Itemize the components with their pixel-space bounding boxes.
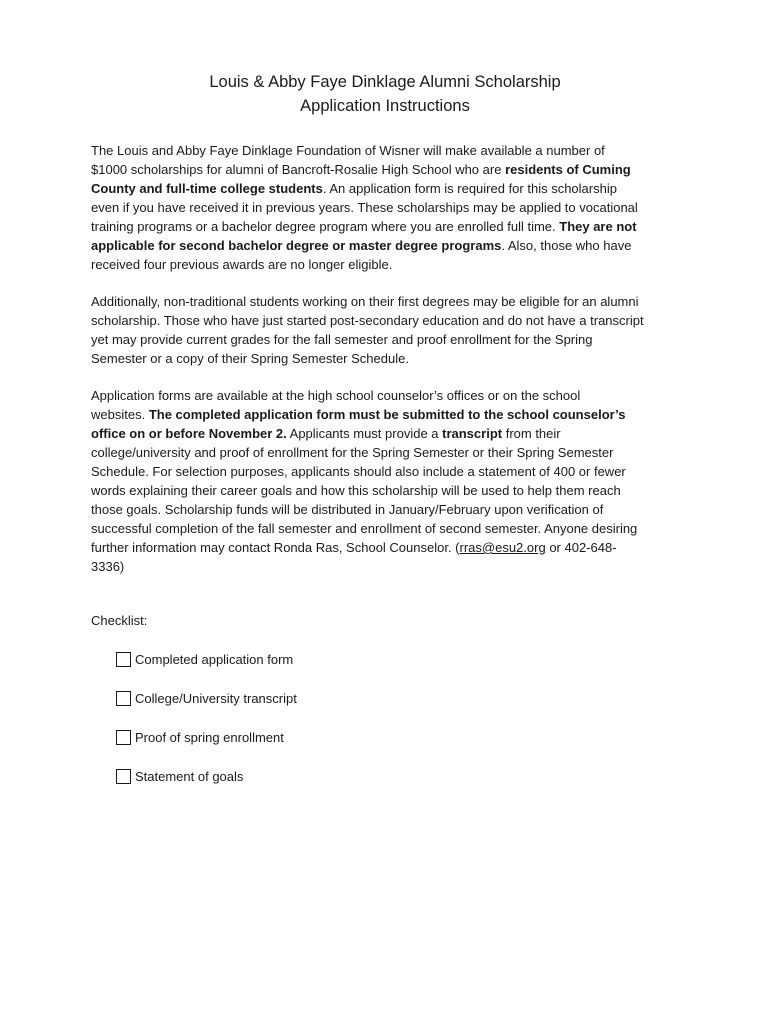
checkbox[interactable] bbox=[116, 691, 131, 706]
text-line: words explaining their career goals and how this scholarship will be used to help them reach bbox=[91, 483, 621, 498]
text-line: even if you have received it in previous years. These scholarships may be applied to vocational bbox=[91, 200, 638, 215]
paragraph-application bbox=[91, 386, 691, 576]
checkbox[interactable] bbox=[116, 730, 131, 745]
text-line bbox=[91, 217, 691, 236]
text-line: yet may provide current grades for the fall semester and proof enrollment for the Spring bbox=[91, 332, 593, 347]
bold-text: applicable for second bachelor degree or master degree programs bbox=[91, 238, 502, 253]
bold-text: They are not bbox=[559, 219, 637, 234]
document-title bbox=[0, 70, 770, 118]
text-line bbox=[91, 424, 691, 443]
text-span: . Also, those who have bbox=[501, 238, 632, 253]
text-line bbox=[91, 538, 691, 557]
checkbox[interactable] bbox=[116, 652, 131, 667]
text-line: successful completion of the fall semester and enrollment of second semester. Anyone desiring bbox=[91, 521, 638, 536]
checklist-item-label: College/University transcript bbox=[135, 691, 297, 706]
bold-text: residents of Cuming bbox=[505, 162, 631, 177]
text-line: Application forms are available at the high school counselor’s offices or on the school bbox=[91, 388, 581, 403]
text-line bbox=[91, 179, 691, 198]
paragraph-non-traditional bbox=[91, 292, 691, 368]
checklist-item-transcript[interactable] bbox=[116, 689, 297, 708]
text-span: $1000 scholarships for alumni of Bancroft-Rosalie High School who are bbox=[91, 162, 506, 177]
text-span: websites. bbox=[91, 407, 149, 422]
bold-text: office on or before November 2. bbox=[91, 426, 287, 441]
bold-text: County and full-time college students bbox=[91, 181, 323, 196]
text-line: scholarship. Those who have just started post-secondary education and do not have a transcript bbox=[91, 313, 644, 328]
text-line: Semester or a copy of their Spring Semester Schedule. bbox=[91, 351, 409, 366]
text-span: training programs or a bachelor degree program where you are enrolled full time. bbox=[91, 219, 560, 234]
checklist-item-label: Statement of goals bbox=[135, 769, 244, 784]
title-line-2: Application Instructions bbox=[300, 97, 470, 115]
bold-text: The completed application form must be submitted to the school counselor’s bbox=[148, 407, 626, 422]
checkbox[interactable] bbox=[116, 769, 131, 784]
checklist-item-statement-of-goals[interactable] bbox=[116, 767, 243, 786]
text-span: . An application form is required for this scholarship bbox=[322, 181, 617, 196]
text-line bbox=[91, 160, 691, 179]
bold-text: transcript bbox=[442, 426, 503, 441]
text-line: Schedule. For selection purposes, applicants should also include a statement of 400 or fewer bbox=[91, 464, 626, 479]
text-span: further information may contact Ronda Ras, School Counselor. ( bbox=[91, 540, 460, 555]
text-line: college/university and proof of enrollment for the Spring Semester or their Spring Semester bbox=[91, 445, 614, 460]
text-line: received four previous awards are no longer eligible. bbox=[91, 257, 393, 272]
checklist-heading: Checklist: bbox=[91, 613, 148, 628]
checklist-item-spring-enrollment[interactable] bbox=[116, 728, 284, 747]
text-span: from their bbox=[502, 426, 561, 441]
checklist-item-label: Proof of spring enrollment bbox=[135, 730, 284, 745]
text-line: those goals. Scholarship funds will be distributed in January/February upon verification of bbox=[91, 502, 604, 517]
text-span: or 402-648- bbox=[545, 540, 617, 555]
checklist-item-application-form[interactable] bbox=[116, 650, 293, 669]
text-span: Applicants must provide a bbox=[286, 426, 443, 441]
text-line bbox=[91, 405, 691, 424]
text-line: 3336) bbox=[91, 559, 125, 574]
checklist-item-label: Completed application form bbox=[135, 652, 294, 667]
text-line: Additionally, non-traditional students working on their first degrees may be eligible for an alumni bbox=[91, 294, 639, 309]
text-line: The Louis and Abby Faye Dinklage Foundation of Wisner will make available a number of bbox=[91, 143, 605, 158]
paragraph-eligibility bbox=[91, 141, 691, 274]
email-link[interactable]: rras@esu2.org bbox=[459, 540, 546, 555]
text-line bbox=[91, 236, 691, 255]
title-line-1: Louis & Abby Faye Dinklage Alumni Scholarship bbox=[209, 73, 561, 91]
